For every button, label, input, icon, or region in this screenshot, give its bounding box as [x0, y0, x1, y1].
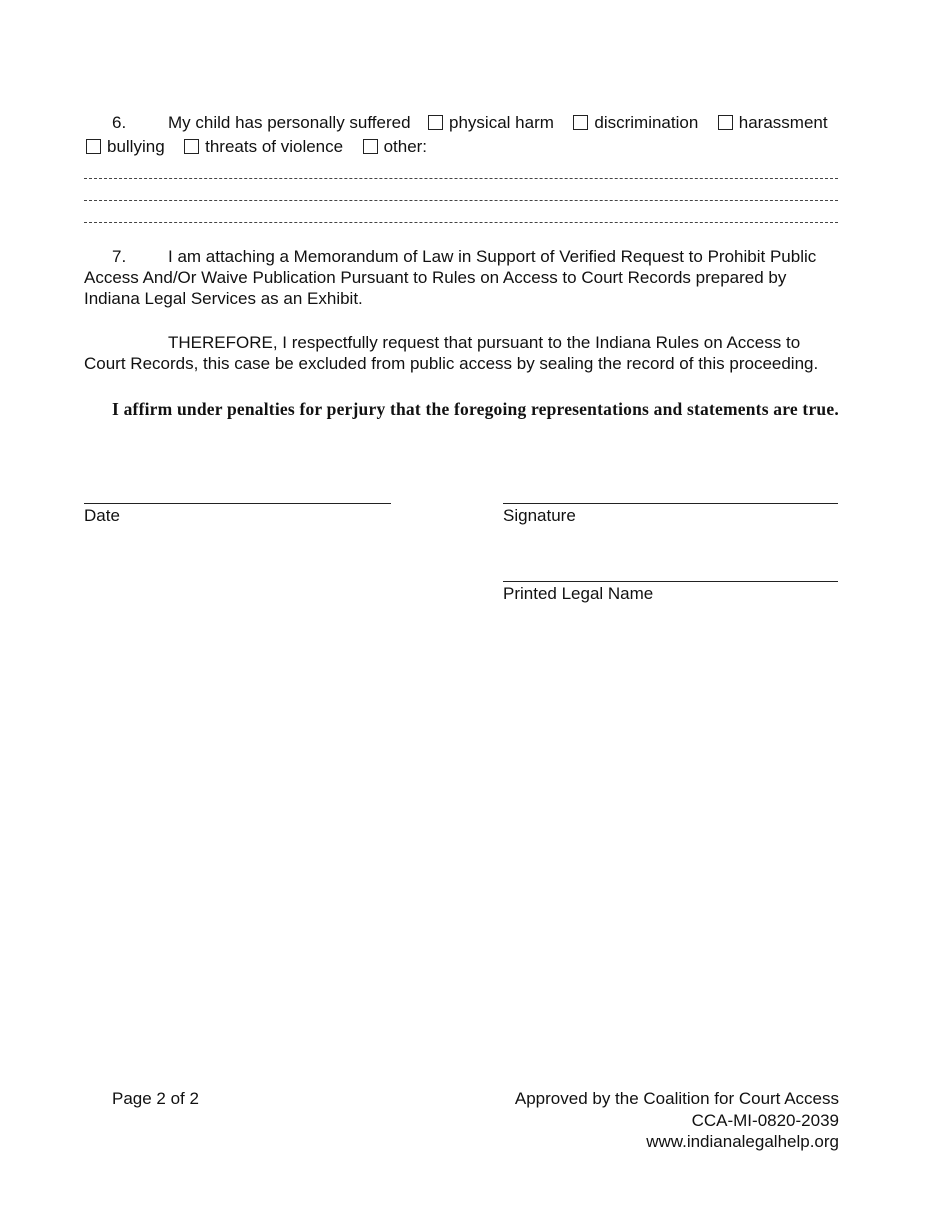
item7-text: I am attaching a Memorandum of Law in Support of Verified Request to Prohibit Public Access And/Or Waive Publication Pursuant to Rules on Access to Court Records prepared by Indiana Legal Services as an Exhibit. — [84, 247, 817, 308]
item7-number: 7. — [112, 247, 127, 266]
signature-line[interactable] — [503, 503, 838, 504]
printed-name-line[interactable] — [503, 581, 838, 582]
checkbox-bullying[interactable] — [86, 139, 101, 154]
date-line[interactable] — [84, 503, 391, 504]
checkbox-other[interactable] — [363, 139, 378, 154]
checkbox-discrimination[interactable] — [573, 115, 588, 130]
other-fill-line-3[interactable] — [84, 222, 838, 223]
item7-paragraph — [84, 246, 838, 309]
signature-label: Signature — [503, 506, 576, 525]
therefore-text: THEREFORE, I respectfully request that pursuant to the Indiana Rules on Access to Court Records, this case be excluded from public access by sealing the record of this proceeding. — [84, 333, 819, 373]
therefore-paragraph — [84, 332, 838, 374]
item6-row1 — [168, 113, 828, 133]
printed-name-label: Printed Legal Name — [503, 584, 654, 603]
item6-lead: My child has personally suffered — [168, 113, 411, 132]
option-harassment: harassment — [738, 113, 828, 132]
other-fill-line-2[interactable] — [84, 200, 838, 201]
item6-row2 — [86, 137, 427, 157]
option-bullying: bullying — [107, 137, 165, 156]
option-threats-of-violence: threats of violence — [205, 137, 344, 156]
option-discrimination: discrimination — [594, 113, 699, 132]
form-code: CCA-MI-0820-2039 — [691, 1111, 839, 1130]
date-label: Date — [84, 506, 120, 525]
other-fill-line-1[interactable] — [84, 178, 838, 179]
affirmation-statement: I affirm under penalties for perjury that the foregoing representations and statements are true. — [112, 399, 839, 419]
page-number: Page 2 of 2 — [112, 1089, 199, 1108]
option-other: other: — [383, 137, 428, 156]
checkbox-physical-harm[interactable] — [428, 115, 443, 130]
checkbox-threats-of-violence[interactable] — [184, 139, 199, 154]
approved-by: Approved by the Coalition for Court Access — [514, 1089, 839, 1108]
website-link[interactable]: www.indianalegalhelp.org — [646, 1132, 839, 1151]
option-physical-harm: physical harm — [449, 113, 554, 132]
item6-number: 6. — [112, 113, 127, 132]
checkbox-harassment[interactable] — [718, 115, 733, 130]
